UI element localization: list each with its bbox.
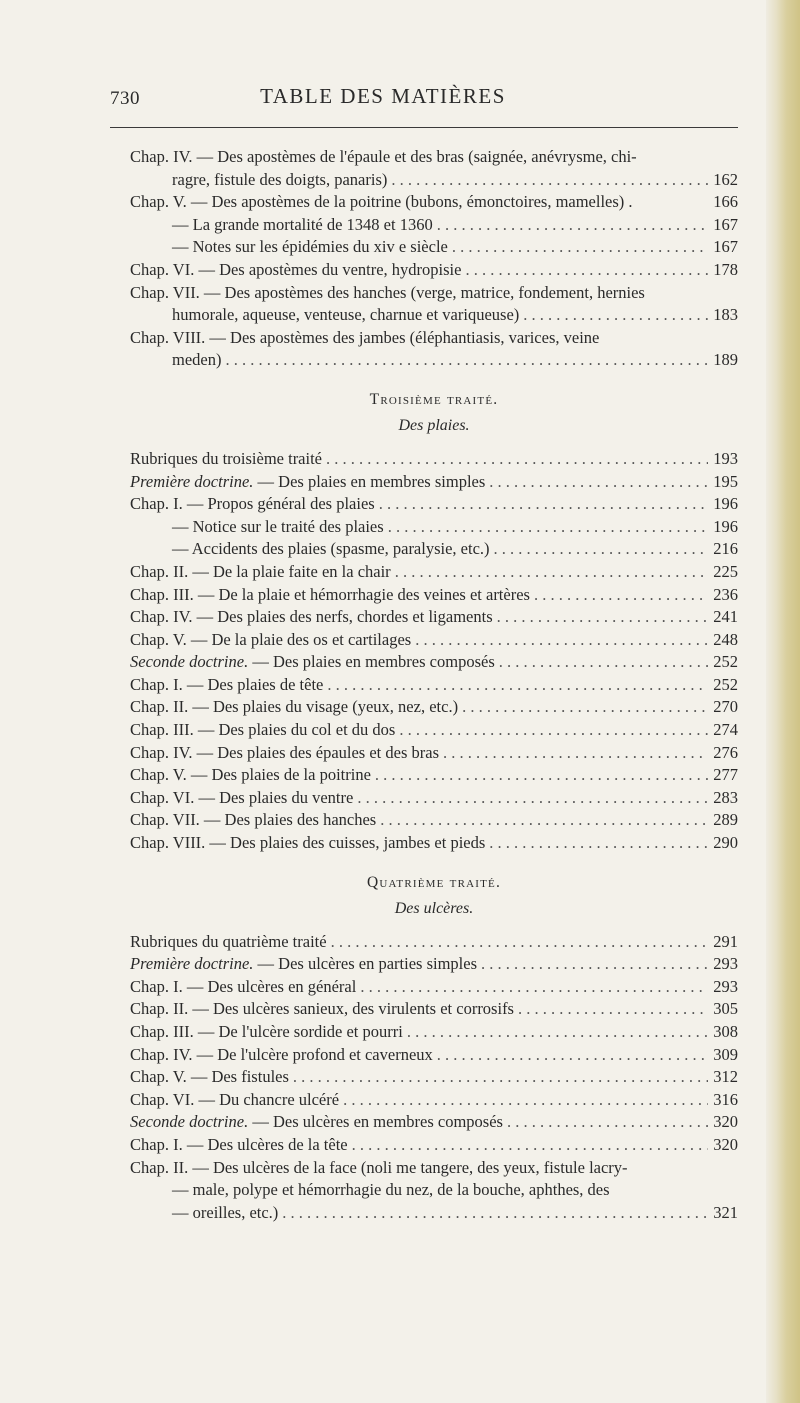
toc-entry-text: — oreilles, etc.) xyxy=(172,1202,279,1222)
toc-entry xyxy=(130,1089,738,1112)
dot-leader xyxy=(452,236,708,259)
toc-entry-text: Rubriques du troisième traité xyxy=(130,448,322,468)
dot-leader xyxy=(357,787,708,810)
dot-leader xyxy=(282,1202,708,1225)
dot-leader xyxy=(395,561,708,584)
dot-leader xyxy=(489,832,708,855)
toc-entry-text: Chap. VI. — Du chancre ulcéré xyxy=(130,1089,340,1109)
toc-block-ulceres xyxy=(130,931,738,1225)
toc-entry-text: Chap. V. — Des plaies de la poitrine xyxy=(130,765,371,785)
toc-entry-text: — Notes sur les épidémies du xiv e siècle xyxy=(172,237,448,257)
toc-entry xyxy=(130,1111,738,1134)
toc-entry-page: 162 xyxy=(713,169,738,189)
toc-entry xyxy=(130,931,738,954)
dot-leader xyxy=(437,214,708,237)
toc-entry xyxy=(130,651,738,674)
toc-entry-page: 312 xyxy=(713,1067,738,1087)
dot-leader xyxy=(518,998,708,1021)
toc-entry xyxy=(130,742,738,765)
toc-entry-text: Seconde doctrine. — Des ulcères en membres composés xyxy=(130,1112,503,1132)
toc-entry-page: 290 xyxy=(713,833,738,853)
toc-block-plaies xyxy=(130,448,738,855)
toc-entry xyxy=(130,953,738,976)
toc-entry xyxy=(130,1157,738,1180)
toc-entry xyxy=(130,448,738,471)
page-header xyxy=(0,84,766,118)
toc-entry xyxy=(130,146,738,169)
toc-entry-text: Chap. VIII. — Des plaies des cuisses, jambes et pieds xyxy=(130,833,486,853)
toc-entry xyxy=(130,998,738,1021)
toc-entry xyxy=(130,764,738,787)
toc-entry-page: 316 xyxy=(713,1089,738,1109)
dot-leader xyxy=(443,742,708,765)
toc-entry-page: 252 xyxy=(713,674,738,694)
dot-leader xyxy=(379,493,708,516)
toc-entry-text: Chap. III. — Des plaies du col et du dos xyxy=(130,720,396,740)
toc-entry-page: 167 xyxy=(713,214,738,234)
toc-entry xyxy=(130,516,738,539)
toc-entry xyxy=(130,809,738,832)
toc-entry-text: Chap. I. — Des ulcères en général xyxy=(130,976,357,996)
toc-entry-page: 166 xyxy=(713,192,738,212)
dot-leader xyxy=(465,259,708,282)
toc-entry-text: Chap. V. — Des fistules xyxy=(130,1067,289,1087)
toc-entry-page: 248 xyxy=(713,629,738,649)
dot-leader xyxy=(331,931,708,954)
dot-leader xyxy=(326,448,708,471)
dot-leader xyxy=(343,1089,708,1112)
toc-entry-text: Chap. II. — Des plaies du visage (yeux, nez, etc.) xyxy=(130,697,459,717)
toc-entry xyxy=(130,696,738,719)
toc-entry-text: meden) xyxy=(172,350,222,370)
toc-entry-page: 309 xyxy=(713,1044,738,1064)
toc-entry-text: Chap. VIII. — Des apostèmes des jambes (éléphantiasis, varices, veine xyxy=(130,327,600,347)
toc-entry-text: Chap. V. — De la plaie des os et cartilages xyxy=(130,629,412,649)
toc-entry xyxy=(130,236,738,259)
toc-entry-text: Chap. VI. — Des plaies du ventre xyxy=(130,787,354,807)
dot-leader xyxy=(293,1066,708,1089)
dot-leader xyxy=(437,1044,708,1067)
toc-entry-text: Chap. IV. — De l'ulcère profond et caverneux xyxy=(130,1044,433,1064)
toc-entry-text: — La grande mortalité de 1348 et 1360 xyxy=(172,214,433,234)
toc-entry-text: Chap. I. — Des plaies de tête xyxy=(130,674,324,694)
toc-entry-page: 274 xyxy=(713,720,738,740)
toc-entry-page: 291 xyxy=(713,931,738,951)
toc-entry-text: Chap. VII. — Des apostèmes des hanches (verge, matrice, fondement, hernies xyxy=(130,282,645,302)
section-subtitle-ulceres: Des ulcères. xyxy=(394,899,474,917)
toc-entry-text: Chap. V. — Des apostèmes de la poitrine (bubons, émonctoires, mamelles) . xyxy=(130,192,633,212)
page-edge-shading xyxy=(766,0,800,1403)
toc-entry xyxy=(130,1179,738,1202)
toc-entry xyxy=(130,606,738,629)
toc-entry-page: 270 xyxy=(713,697,738,717)
dot-leader xyxy=(407,1021,708,1044)
page-number: 730 xyxy=(110,88,140,109)
dot-leader xyxy=(225,349,708,372)
toc-entry-text: Première doctrine. — Des plaies en membres simples xyxy=(130,471,486,491)
toc-entry xyxy=(130,191,738,214)
dot-leader xyxy=(327,674,708,697)
toc-entry-text: — male, polype et hémorrhagie du nez, de la bouche, aphthes, des xyxy=(172,1180,610,1200)
dot-leader xyxy=(360,976,708,999)
toc-entry-page: 189 xyxy=(713,350,738,370)
toc-entry-text: Chap. IV. — Des apostèmes de l'épaule et des bras (saignée, anévrysme, chi- xyxy=(130,147,637,166)
dot-leader xyxy=(391,169,708,192)
toc-entry-page: 308 xyxy=(713,1022,738,1041)
toc-entry-page: 216 xyxy=(713,539,738,559)
toc-entry xyxy=(130,832,738,855)
toc-entry-page: 167 xyxy=(713,237,738,257)
dot-leader xyxy=(388,516,708,539)
toc-entry xyxy=(130,282,738,305)
toc-entry-page: 320 xyxy=(713,1134,738,1154)
toc-entry-page: 196 xyxy=(713,516,738,536)
toc-entry-page: 293 xyxy=(713,976,738,996)
toc-entry-page: 252 xyxy=(713,652,738,672)
toc-entry-text: Rubriques du quatrième traité xyxy=(130,931,327,951)
toc-block-apostemes xyxy=(130,146,738,372)
running-title: TABLE DES MATIÈRES xyxy=(260,84,506,108)
toc-entry-text: — Notice sur le traité des plaies xyxy=(172,516,384,536)
toc-entry xyxy=(130,493,738,516)
toc-entry xyxy=(130,214,738,237)
dot-leader xyxy=(399,719,708,742)
toc-entry-text: Chap. I. — Propos général des plaies xyxy=(130,494,375,514)
toc-entry-text: Chap. II. — Des ulcères sanieux, des virulents et corrosifs xyxy=(130,999,514,1019)
toc-entry-page: 320 xyxy=(713,1112,738,1132)
toc-entry-page: 196 xyxy=(713,494,738,514)
toc-entry-page: 305 xyxy=(713,999,738,1019)
toc-entry-text: Première doctrine. — Des ulcères en parties simples xyxy=(130,954,478,974)
toc-entry xyxy=(130,1066,738,1089)
toc-entry xyxy=(130,787,738,810)
toc-entry-text: Chap. IV. — Des plaies des épaules et des bras xyxy=(130,742,439,762)
section-title-troisieme: Troisième traité. xyxy=(369,390,499,408)
toc-entry xyxy=(130,1202,738,1225)
toc-entry xyxy=(130,719,738,742)
toc-entry-page: 193 xyxy=(713,448,738,468)
dot-leader xyxy=(415,629,708,652)
toc-entry-text: humorale, aqueuse, venteuse, charnue et variqueuse) xyxy=(172,305,520,325)
toc-entry xyxy=(130,1021,738,1044)
toc-entry xyxy=(130,1134,738,1157)
toc-entry-text: Chap. II. — De la plaie faite en la chair xyxy=(130,561,391,581)
toc-entry-text: Chap. IV. — Des plaies des nerfs, chordes et ligaments xyxy=(130,607,493,627)
dot-leader xyxy=(523,304,708,327)
toc-entry xyxy=(130,674,738,697)
toc-entry-text: Chap. II. — Des ulcères de la face (noli me tangere, des yeux, fistule lacry- xyxy=(130,1157,628,1177)
toc-entry-text: Chap. VII. — Des plaies des hanches xyxy=(130,810,377,830)
toc-entry xyxy=(130,471,738,494)
dot-leader xyxy=(534,584,708,607)
toc-entry xyxy=(130,538,738,561)
toc-entry-page: 283 xyxy=(713,787,738,807)
dot-leader xyxy=(481,953,708,976)
toc-entry xyxy=(130,169,738,192)
dot-leader xyxy=(497,606,708,629)
toc-entry-page: 277 xyxy=(713,765,738,785)
toc-entry xyxy=(130,561,738,584)
toc-entry-text: Seconde doctrine. — Des plaies en membres composés xyxy=(130,652,495,672)
section-title-quatrieme: Quatrième traité. xyxy=(366,873,502,891)
toc-entry-page: 178 xyxy=(713,259,738,279)
toc-entry-page: 276 xyxy=(713,742,738,762)
toc-entry-page: 321 xyxy=(713,1202,738,1222)
toc-entry-page: 293 xyxy=(713,954,738,974)
dot-leader xyxy=(489,471,708,494)
toc-entry-text: — Accidents des plaies (spasme, paralysie, etc.) xyxy=(172,539,490,559)
toc-entry xyxy=(130,976,738,999)
toc-entry xyxy=(130,349,738,372)
toc-entry-text: Chap. III. — De la plaie et hémorrhagie des veines et artères xyxy=(130,584,530,604)
dot-leader xyxy=(462,696,708,719)
dot-leader xyxy=(375,764,708,787)
toc-entry-text: Chap. III. — De l'ulcère sordide et pourri xyxy=(130,1022,403,1041)
toc-entry-text: Chap. VI. — Des apostèmes du ventre, hydropisie xyxy=(130,259,462,279)
dot-leader xyxy=(499,651,708,674)
section-subtitle-plaies: Des plaies. xyxy=(398,416,470,434)
dot-leader xyxy=(507,1111,708,1134)
dot-leader xyxy=(494,538,708,561)
toc-entry-page: 195 xyxy=(713,471,738,491)
toc-entry-page: 183 xyxy=(713,305,738,325)
toc-entry xyxy=(130,304,738,327)
toc-entry-page: 241 xyxy=(713,607,738,627)
toc-entry xyxy=(130,584,738,607)
toc-entry xyxy=(130,1044,738,1067)
toc-entry-page: 236 xyxy=(713,584,738,604)
dot-leader xyxy=(380,809,708,832)
dot-leader xyxy=(352,1134,708,1157)
toc-entry xyxy=(130,259,738,282)
toc-entry-page: 289 xyxy=(713,810,738,830)
header-rule xyxy=(110,127,738,128)
table-of-contents xyxy=(130,146,738,1224)
toc-entry-page: 225 xyxy=(713,561,738,581)
toc-entry-text: Chap. I. — Des ulcères de la tête xyxy=(130,1134,348,1154)
toc-entry-text: ragre, fistule des doigts, panaris) xyxy=(172,169,388,189)
toc-entry xyxy=(130,629,738,652)
toc-entry xyxy=(130,327,738,350)
